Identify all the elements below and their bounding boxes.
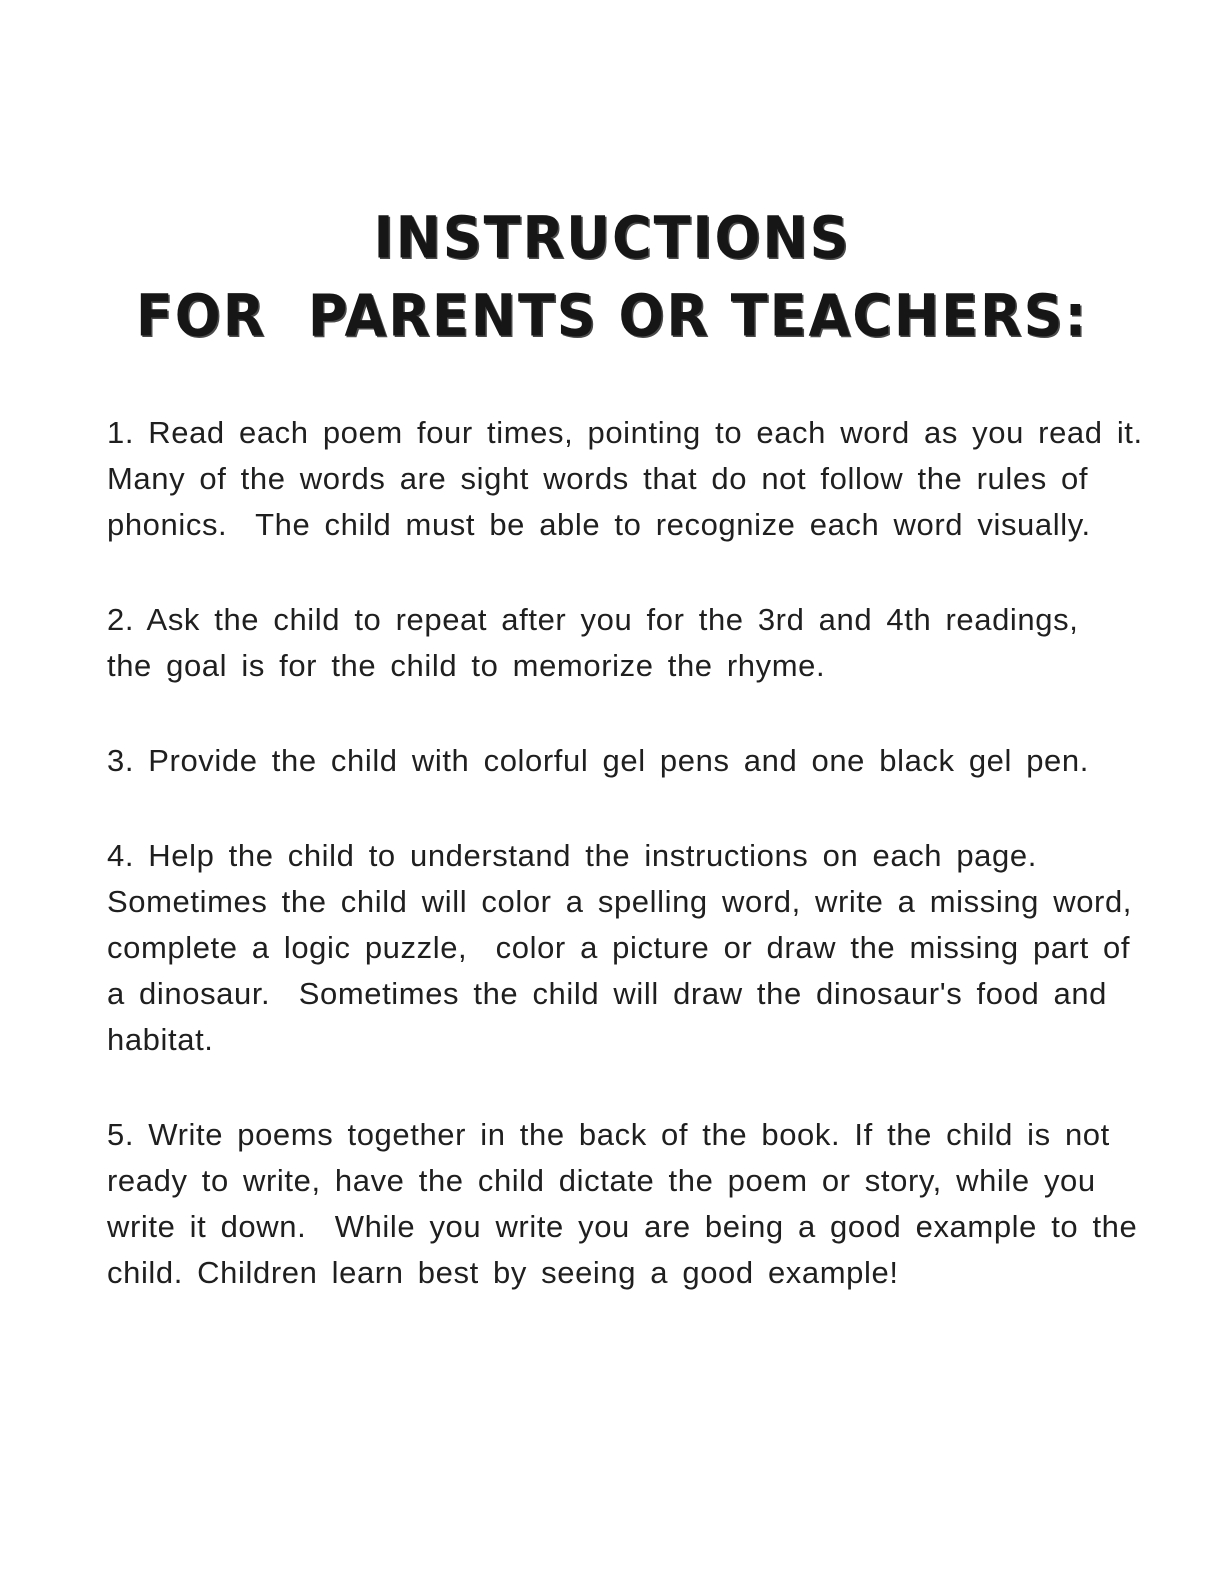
paragraph-line: a dinosaur. Sometimes the child will draw the dinosaur's food and xyxy=(107,976,1108,1011)
paragraph-line: habitat. xyxy=(107,1022,214,1057)
paragraph-line: Many of the words are sight words that do not follow the rules of xyxy=(107,461,1089,496)
paragraph-line: phonics. The child must be able to recognize each word visually. xyxy=(107,507,1091,542)
paragraph-line: complete a logic puzzle, color a picture or draw the missing part of xyxy=(107,930,1131,965)
paragraph-line: ready to write, have the child dictate the poem or story, while you xyxy=(107,1163,1096,1198)
instruction-paragraph-3 xyxy=(107,738,1137,784)
page-title xyxy=(0,196,1224,352)
paragraph-line: 3. Provide the child with colorful gel pens and one black gel pen. xyxy=(107,743,1089,778)
instruction-paragraph-2 xyxy=(107,597,1137,689)
page-title-line-2: FOR PARENTS OR TEACHERS: xyxy=(135,281,1089,350)
paragraph-line: 2. Ask the child to repeat after you for the 3rd and 4th readings, xyxy=(107,602,1079,637)
instructions-body xyxy=(107,410,1143,1296)
paragraph-line: child. Children learn best by seeing a good example! xyxy=(107,1255,899,1290)
paragraph-line: 4. Help the child to understand the instructions on each page. xyxy=(107,838,1037,873)
paragraph-line: 1. Read each poem four times, pointing to each word as you read it. xyxy=(107,415,1143,450)
paragraph-line: the goal is for the child to memorize the rhyme. xyxy=(107,648,826,683)
paragraph-line: write it down. While you write you are being a good example to the xyxy=(107,1209,1138,1244)
instruction-paragraph-4 xyxy=(107,833,1137,1063)
paragraph-line: 5. Write poems together in the back of the book. If the child is not xyxy=(107,1117,1110,1152)
paragraph-line: Sometimes the child will color a spelling word, write a missing word, xyxy=(107,884,1133,919)
instruction-paragraph-1 xyxy=(107,410,1143,548)
page-title-line-1: INSTRUCTIONS xyxy=(373,203,851,272)
instruction-paragraph-5 xyxy=(107,1112,1137,1296)
